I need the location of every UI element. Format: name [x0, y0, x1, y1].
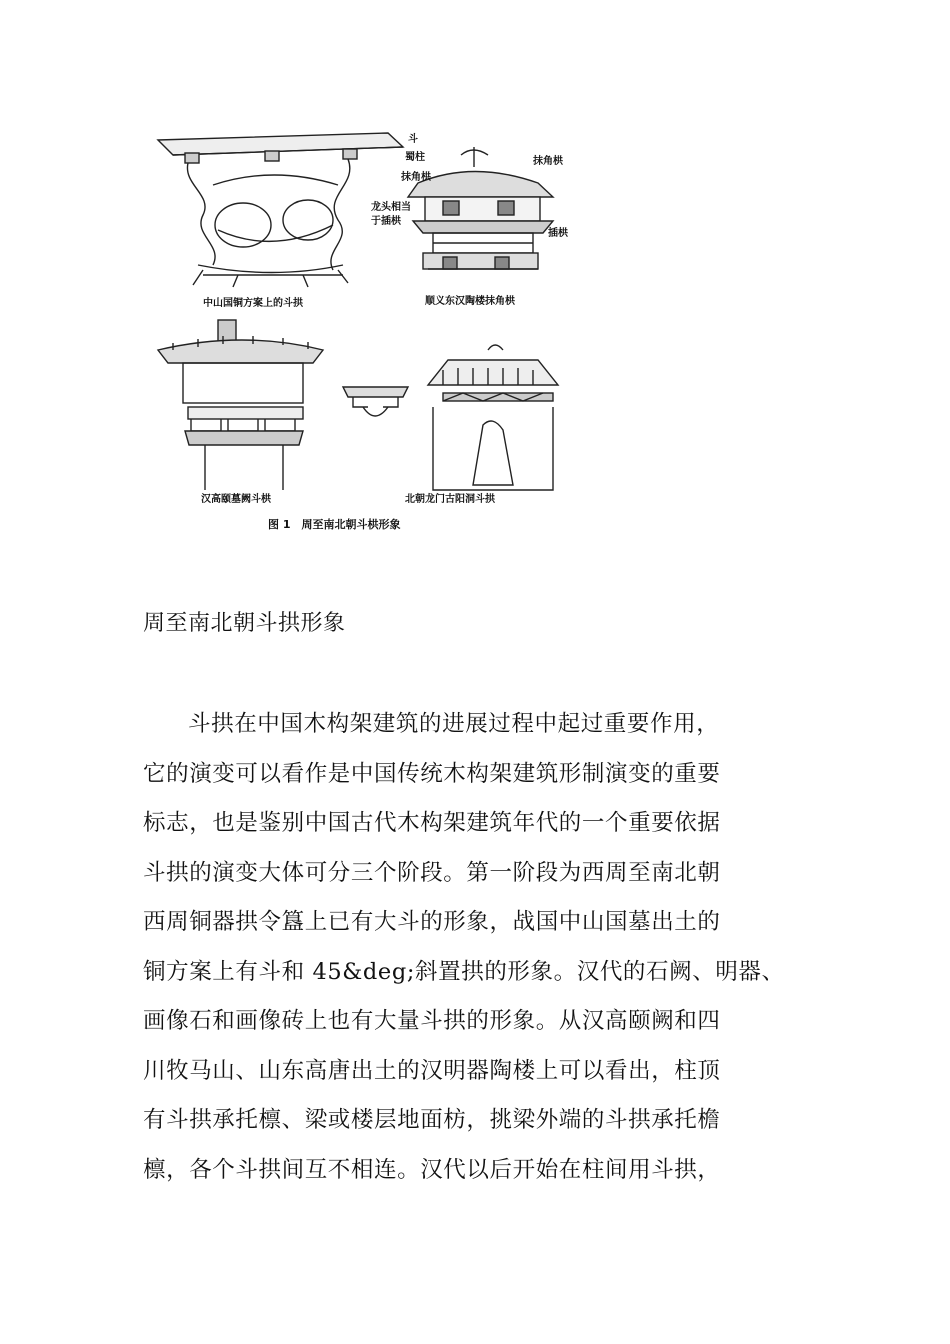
gaoyi-que-drawing — [158, 320, 323, 490]
dougong-figure — [143, 125, 598, 540]
zhongshan-table-drawing — [158, 133, 403, 287]
longmen-cave-drawing — [428, 345, 558, 490]
paragraph-line: 川牧马山、山东高唐出土的汉明器陶楼上可以看出，柱顶 — [143, 1057, 721, 1084]
paragraph-line: 斗拱的演变大体可分三个阶段。第一阶段为西周至南北朝 — [143, 859, 721, 886]
paragraph-line: 铜方案上有斗和 45&deg;斜置拱的形象。汉代的石阙、明器、 — [143, 958, 785, 985]
small-bracket-drawing — [343, 387, 408, 416]
paragraph-line: 它的演变可以看作是中国传统木构架建筑形制演变的重要 — [143, 760, 721, 787]
caption-longmen: 北朝龙门古阳洞斗拱 — [405, 494, 495, 505]
paragraph-line: 画像石和画像砖上也有大量斗拱的形象。从汉高颐阙和四 — [143, 1008, 721, 1034]
label-shuzhu: 蜀柱 — [405, 152, 425, 163]
paragraph-line: 西周铜器拱令簋上已有大斗的形象，战国中山国墓出土的 — [143, 909, 721, 935]
dougong-illustration — [143, 125, 598, 540]
caption-shunyi: 顺义东汉陶楼抹角栱 — [425, 296, 515, 307]
paragraph-line: 有斗拱承托檩、梁或楼层地面枋，挑梁外端的斗拱承托檐 — [143, 1107, 721, 1133]
caption-zhongshan: 中山国铜方案上的斗拱 — [203, 298, 303, 309]
figure-title: 图 1 周至南北朝斗栱形象 — [268, 518, 401, 531]
body-paragraph — [143, 700, 843, 1195]
label-mojiaogong-right: 抹角栱 — [533, 156, 563, 167]
label-longtou-1: 龙头相当 — [371, 202, 411, 213]
label-mojiaogong-left: 抹角栱 — [401, 172, 431, 183]
shunyi-tower-drawing — [408, 147, 553, 269]
paragraph-line: 檩，各个斗拱间互不相连。汉代以后开始在柱间用斗拱， — [143, 1156, 721, 1183]
paragraph-line: 斗拱在中国木构架建筑的进展过程中起过重要作用， — [188, 711, 720, 737]
figure-caption: 周至南北朝斗拱形象 — [143, 611, 346, 636]
label-chagong: 插栱 — [548, 228, 568, 239]
paragraph-line: 标志，也是鉴别中国古代木构架建筑年代的一个重要依据 — [143, 810, 721, 836]
label-longtou-2: 于插栱 — [371, 216, 401, 227]
label-dou: 斗 — [408, 134, 418, 145]
caption-gaoyi: 汉高颐墓阙斗栱 — [201, 494, 271, 505]
